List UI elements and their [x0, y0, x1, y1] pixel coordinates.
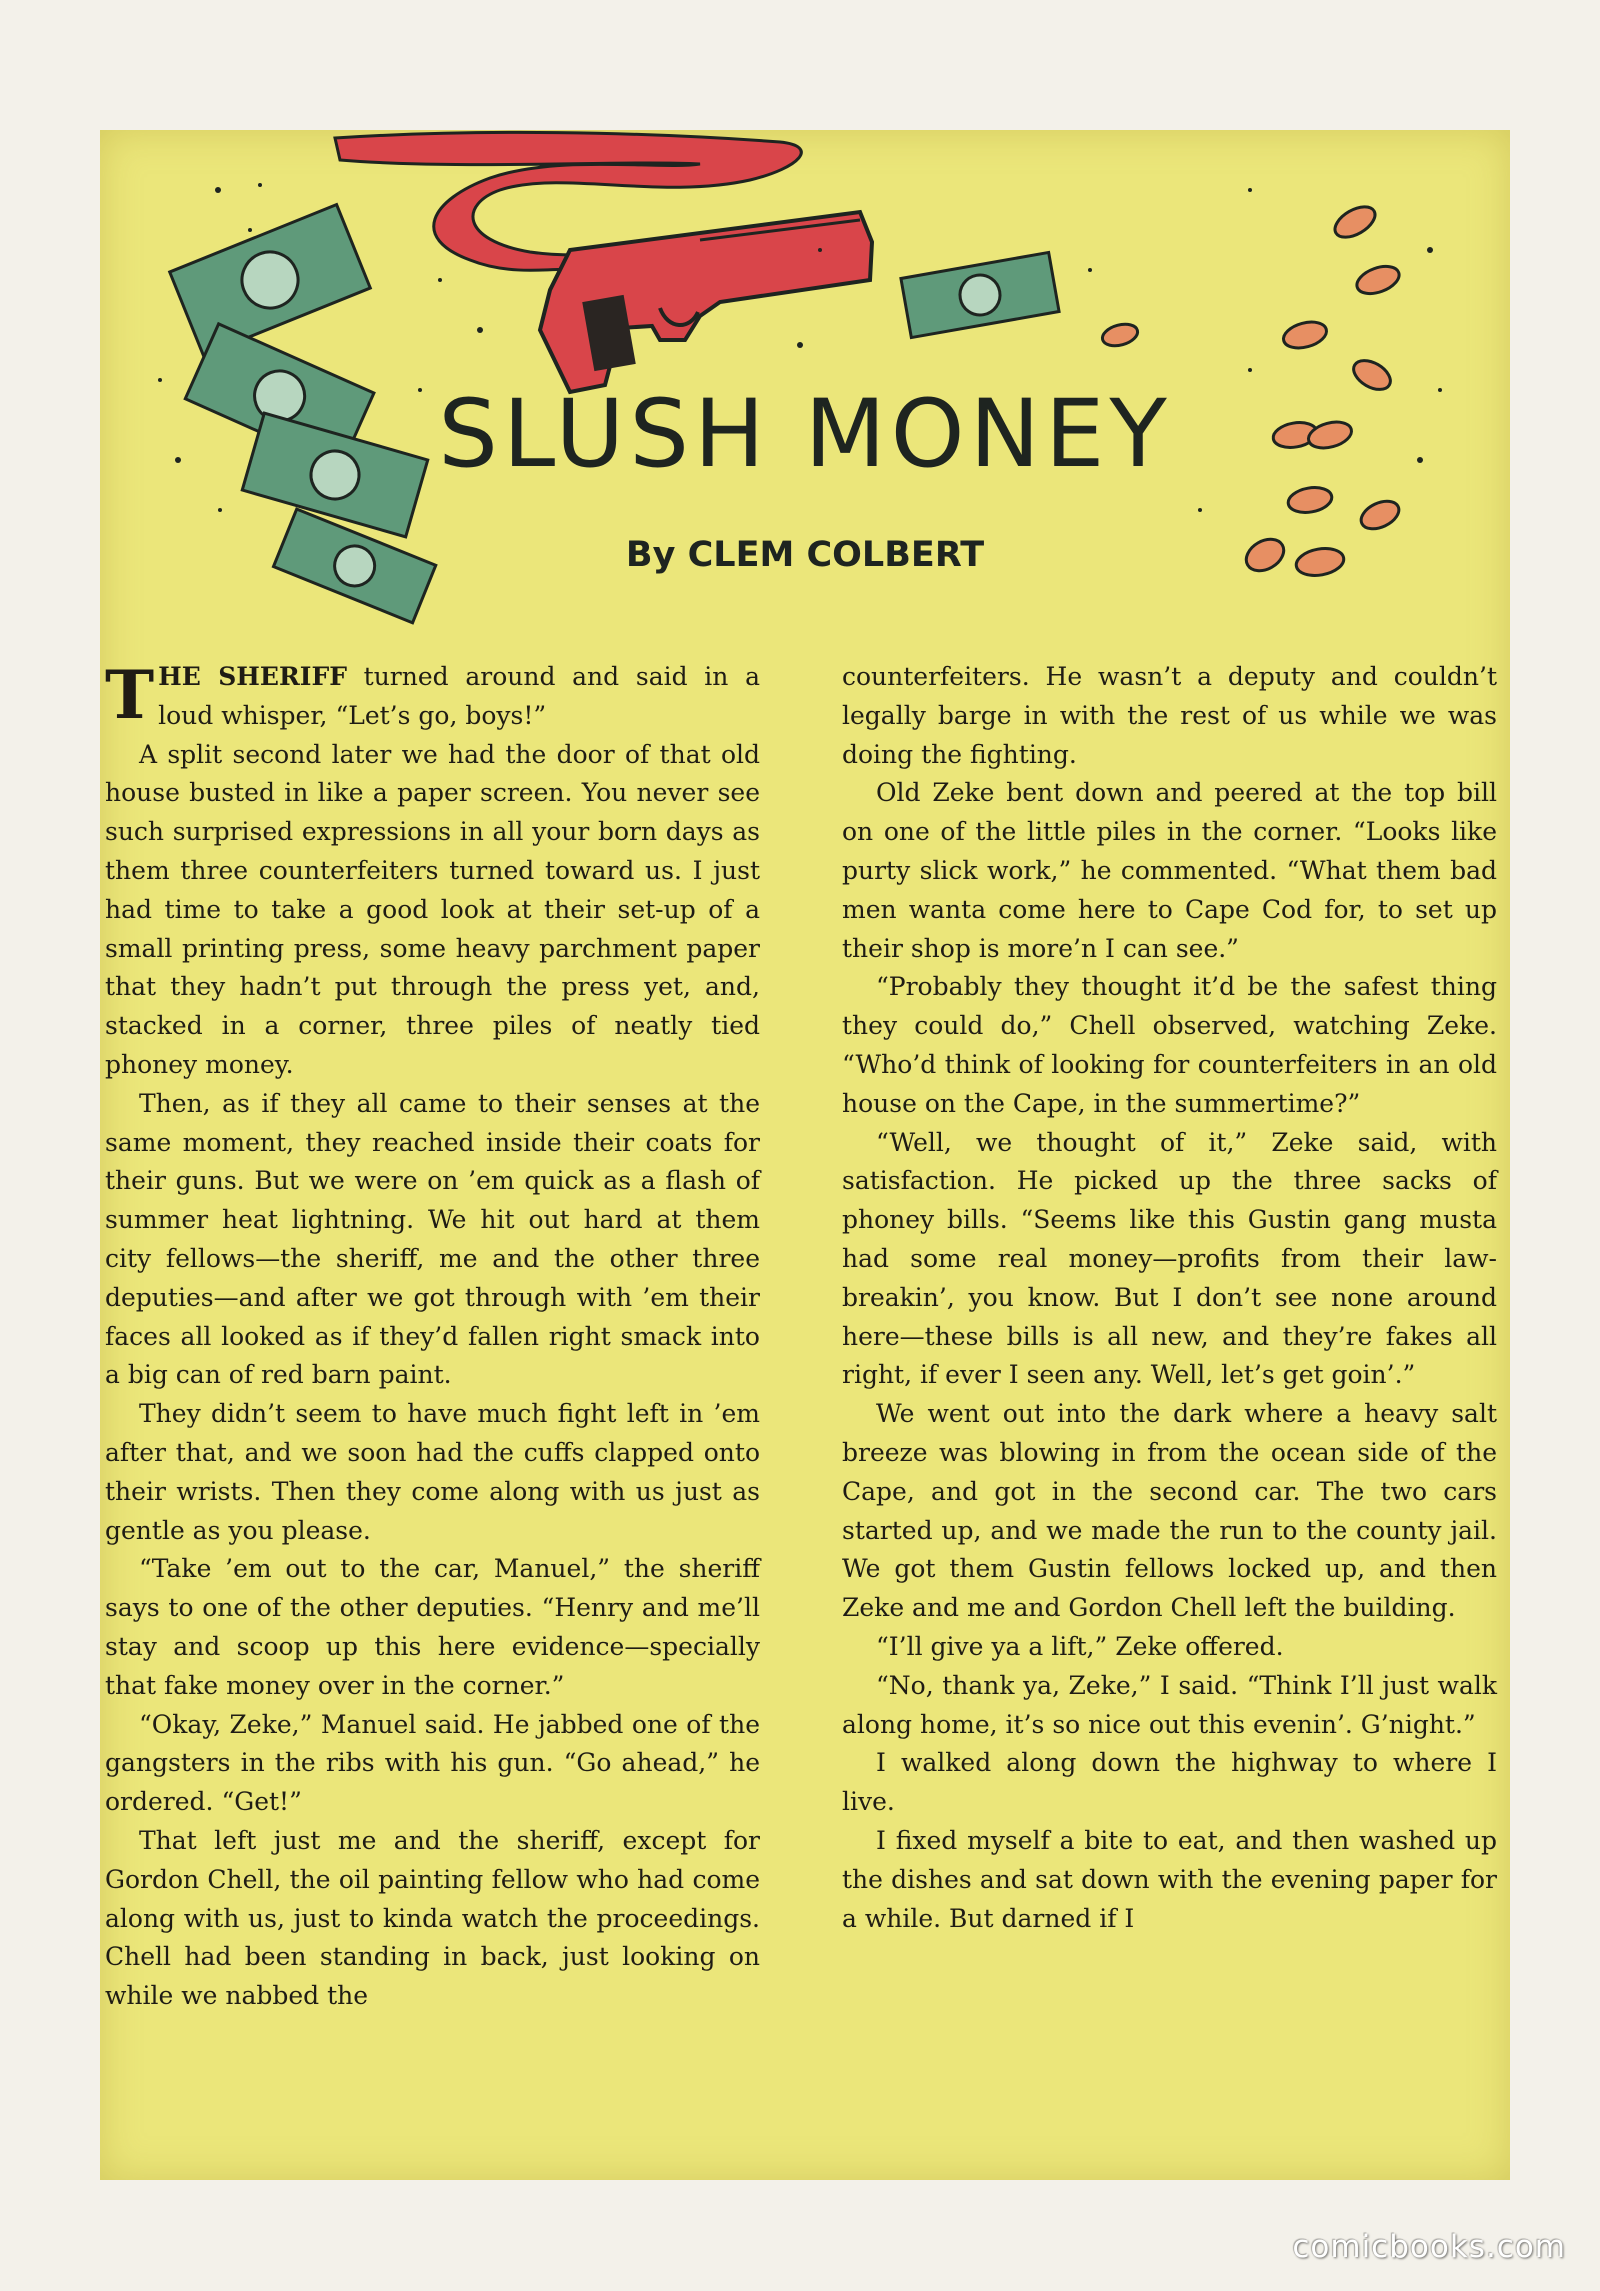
paragraph: A split second later we had the door of that old house busted in like a paper screen. You never see such surprised expressions in all your born days as them three counterfeiters turned toward us. I just had time to take a good look at their set-up of a small printing press, some heavy parchment paper that they hadn’t put through the press yet, and, stacked in a corner, three piles of neatly tied phoney money. [105, 739, 760, 1079]
opening-text: turned around and said in a loud whisper, “Let’s go, boys!” [158, 662, 760, 730]
paragraph: “I’ll give ya a lift,” Zeke offered. [876, 1631, 1284, 1661]
story-page [100, 130, 1510, 2180]
lead-in: HE SHERIFF [158, 662, 347, 691]
paragraph: I fixed myself a bite to eat, and then washed up the dishes and sat down with the evening paper for a while. But darned if I [842, 1825, 1497, 1933]
opening-paragraph [105, 658, 760, 736]
story-title: SLUSH MONEY [438, 380, 1172, 489]
byline: By CLEM COLBERT [625, 535, 985, 575]
paragraph: I walked along down the highway to where I live. [842, 1748, 1497, 1817]
paragraph: “Take ’em out to the car, Manuel,” the sheriff says to one of the other deputies. “Henry and me’ll stay and scoop up this here evidence—specially that fake money over in the corner.” [105, 1554, 760, 1700]
paragraph: Old Zeke bent down and peered at the top bill on one of the little piles in the corner. “Looks like purty slick work,” he commented. “What them bad men wanta come here to Cape Cod for, to set up their shop is more’n I can see.” [842, 778, 1497, 963]
watermark: comicbooks.com [1292, 2229, 1566, 2265]
paragraph: We went out into the dark where a heavy salt breeze was blowing in from the ocean side of the Cape, and got in the second car. The two cars started up, and we made the run to the county jail. We got them Gustin fellows locked up, and then Zeke and me and Gordon Chell left the building. [842, 1399, 1497, 1623]
paragraph: Then, as if they all came to their senses at the same moment, they reached inside their coats for their guns. But we were on ’em quick as a flash of summer heat lightning. We hit out hard at them city fellows—the sheriff, me and the other three deputies—and after we got through with ’em their faces all looked as if they’d fallen right smack into a big can of red barn paint. [105, 1088, 760, 1390]
pistol-icon [540, 212, 872, 392]
paragraph: “Probably they thought it’d be the safest thing they could do,” Chell observed, watching Zeke. “Who’d think of looking for counterfeiters in an old house on the Cape, in the summertime?” [842, 972, 1497, 1118]
drop-cap: T [105, 656, 155, 734]
paragraph: They didn’t seem to have much fight left in ’em after that, and we soon had the cuffs clapped onto their wrists. Then they come along with us just as gentle as you please. [105, 1399, 760, 1545]
continued-paragraph: counterfeiters. He wasn’t a deputy and couldn’t legally barge in with the rest of us while we was doing the fighting. [842, 662, 1497, 769]
paragraph: “Well, we thought of it,” Zeke said, with satisfaction. He picked up the three sacks of phoney bills. “Seems like this Gustin gang musta had some real money—profits from their law-breakin’, you know. But I don’t see none around here—these bills is all new, and they’re fakes all right, if ever I seen any. Well, let’s get goin’.” [842, 1127, 1497, 1390]
paragraph: That left just me and the sheriff, except for Gordon Chell, the oil painting fellow who had come along with us, just to kinda watch the proceedings. Chell had been standing in back, just looking on while we nabbed the [105, 1825, 760, 2011]
left-column [105, 658, 760, 2016]
paragraph: “Okay, Zeke,” Manuel said. He jabbed one of the gangsters in the ribs with his gun. “Go ahead,” he ordered. “Get!” [105, 1709, 760, 1817]
right-column [842, 658, 1497, 1938]
paragraph: “No, thank ya, Zeke,” I said. “Think I’ll just walk along home, it’s so nice out this evenin’. G’night.” [842, 1670, 1497, 1739]
